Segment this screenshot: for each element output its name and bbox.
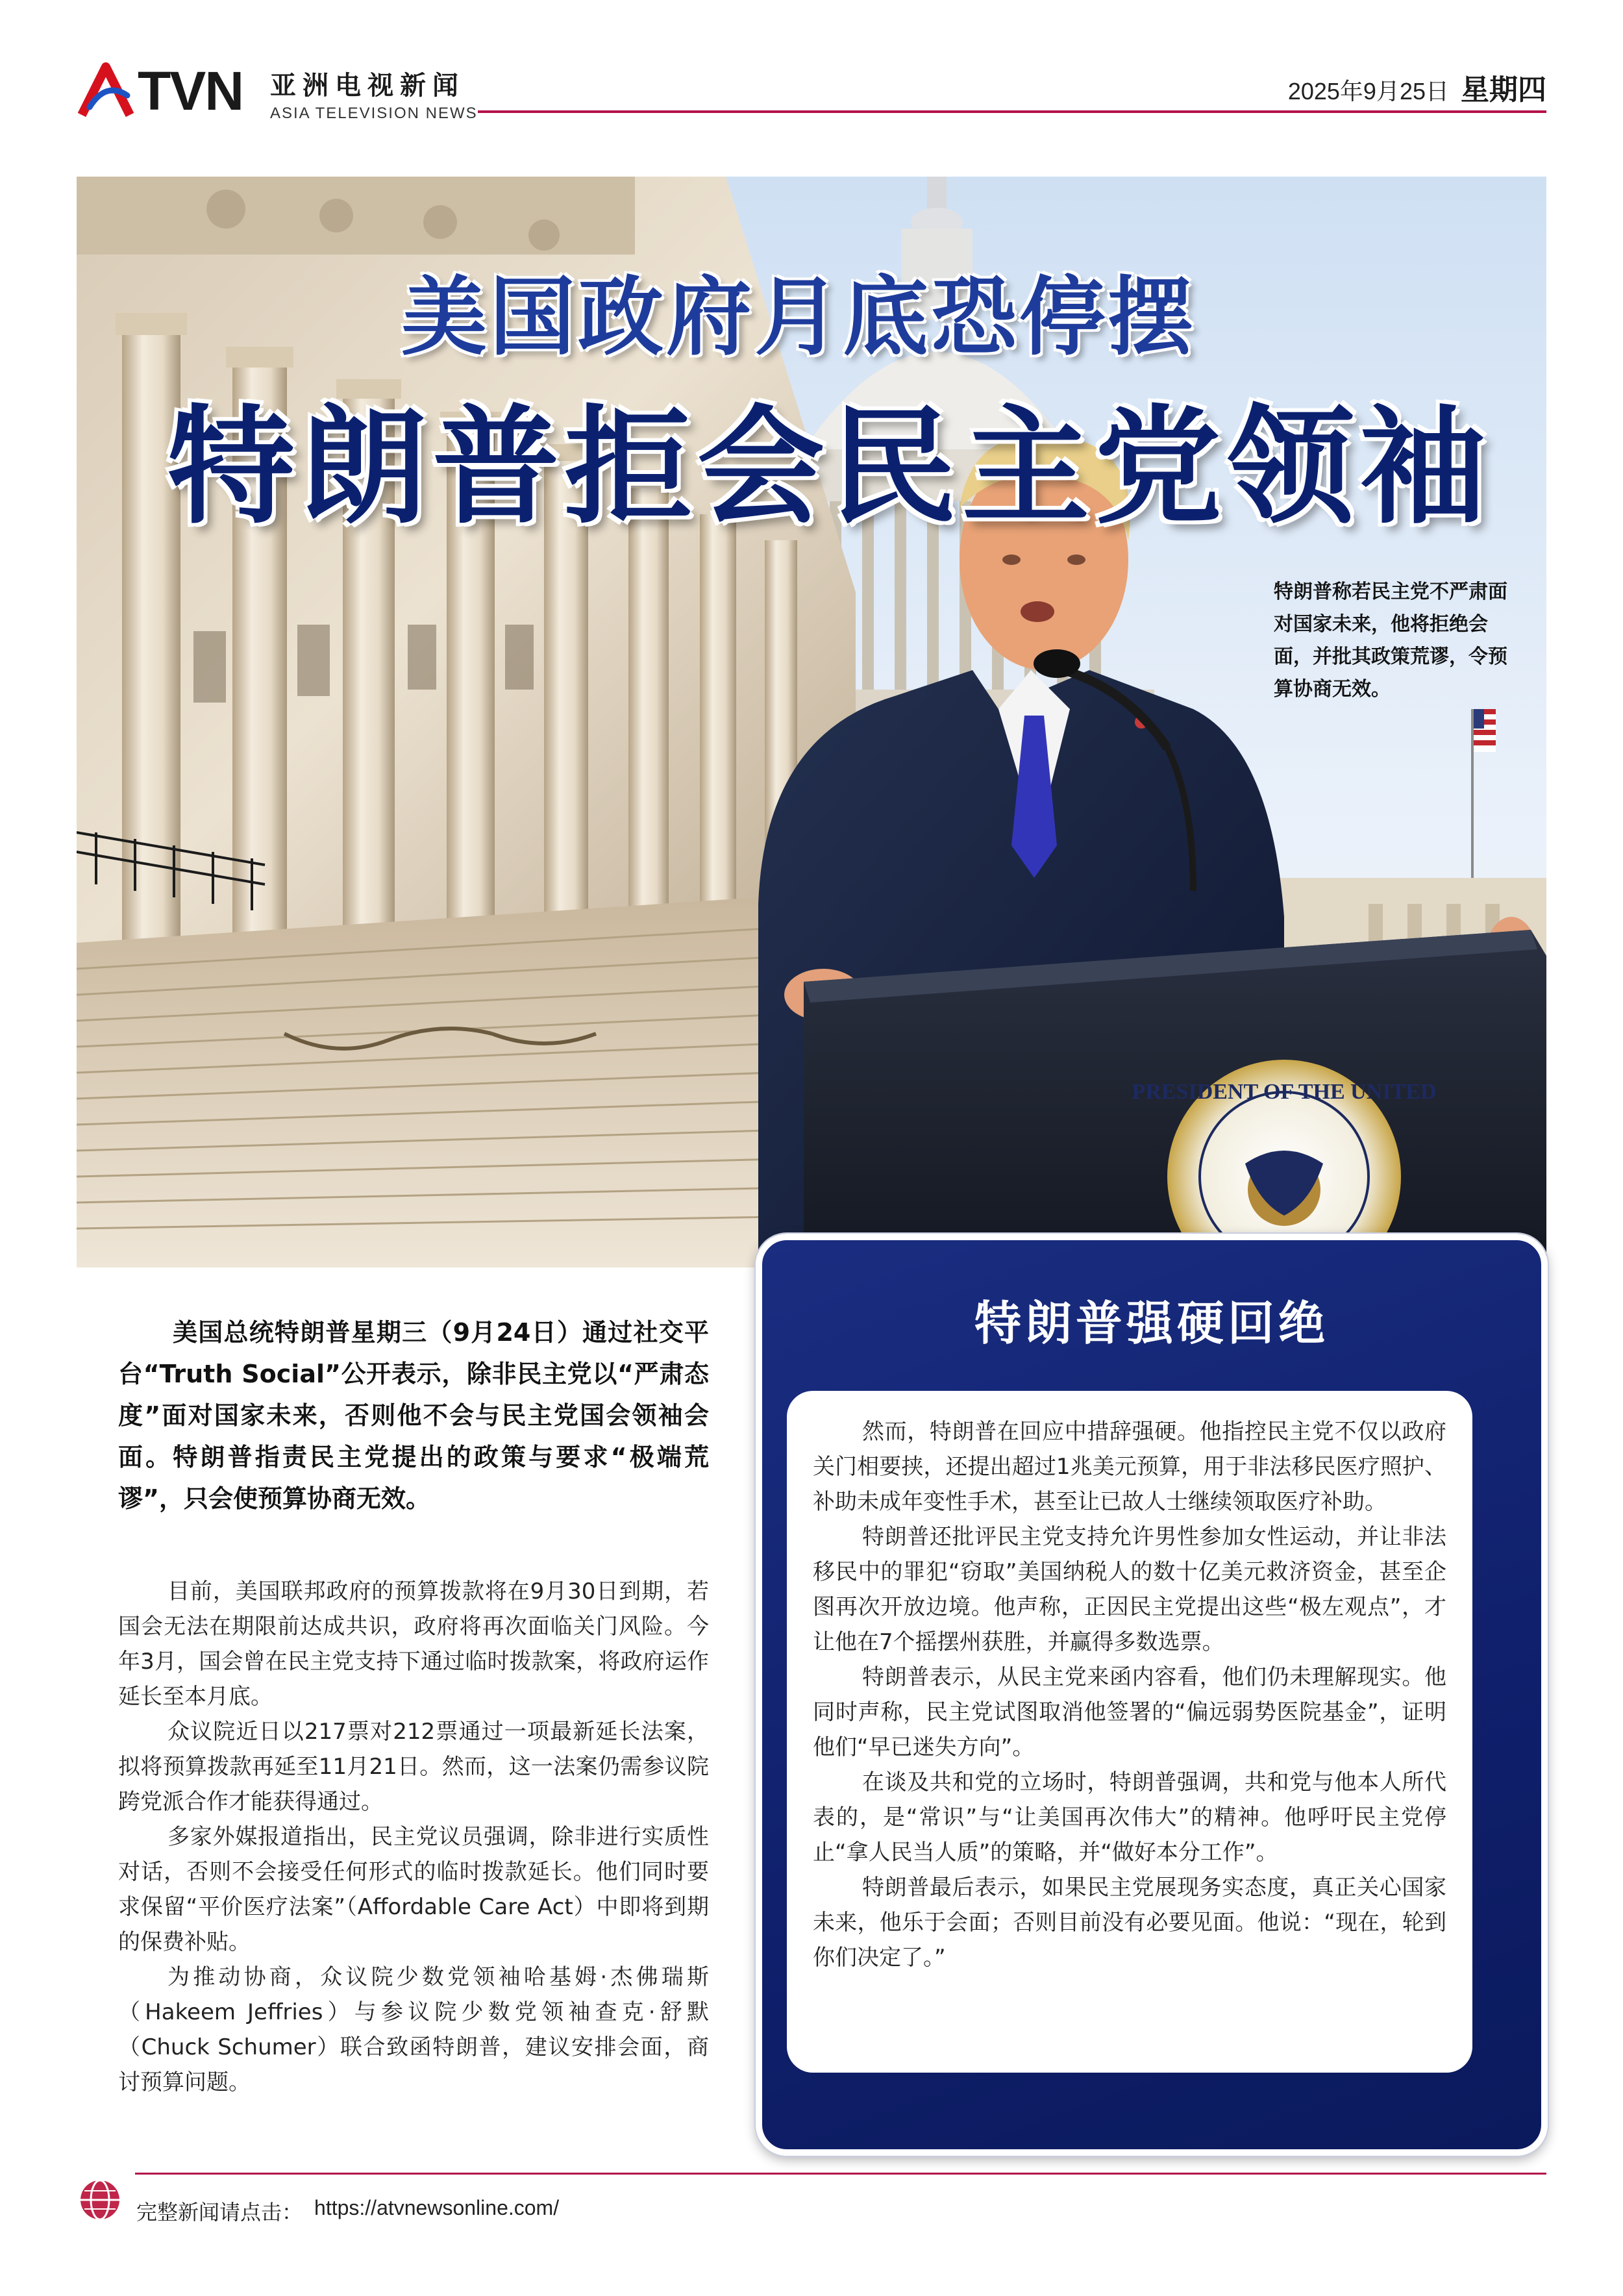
podium — [804, 930, 1546, 1267]
dateline — [1288, 66, 1546, 108]
headline-kicker: 美国政府月底恐停摆 — [401, 268, 1196, 368]
footer-link-row — [136, 2196, 559, 2226]
sidebar-paragraph: 在谈及共和党的立场时，特朗普强调，共和党与他本人所代表的，是“常识”与“让美国再次伟大”的精神。他呼吁民主党停止“拿人民当人质”的策略，并“做好本分工作”。 — [813, 1769, 1446, 1866]
seal-text: PRESIDENT OF THE UNITED — [1132, 1080, 1437, 1104]
atvn-logo[interactable] — [77, 58, 243, 123]
lead-text: 美国总统特朗普星期三（9月24日）通过社交平台“Truth Social”公开表示，除非民主党以“严肃态度”面对国家未来，否则他不会与民主党国会领袖会面。特朗普指责民主党提出的政策与要求“极端荒谬”，只会使预算协商无效。 — [118, 1318, 709, 1513]
logo-a-icon — [77, 62, 135, 120]
brand-name-en: ASIA TELEVISION NEWS — [270, 105, 478, 122]
article-body-left — [118, 1574, 709, 2100]
globe-icon — [77, 2177, 123, 2223]
sidebar-paragraph: 然而，特朗普在回应中措辞强硬。他指控民主党不仅以政府关门相要挟，还提出超过1兆美元预算，用于非法移民医疗照护、补助未成年变性手术，甚至让已故人士继续领取医疗补助。 — [813, 1419, 1446, 1515]
hero-image — [77, 177, 1546, 1267]
header-divider — [478, 110, 1546, 113]
sidebar-box — [756, 1234, 1548, 2156]
footer — [77, 2173, 1546, 2238]
photo-caption: 特朗普称若民主党不严肃面对国家未来，他将拒绝会面，并批其政策荒谬，令预算协商无效。 — [1274, 580, 1507, 701]
lead-paragraph — [118, 1312, 709, 1519]
brand-name-cn: 亚洲电视新闻 — [270, 71, 465, 101]
sidebar-paragraph: 特朗普表示，从民主党来函内容看，他们仍未理解现实。他同时声称，民主党试图取消他签署的“偏远弱势医院基金”，证明他们“早已迷失方向”。 — [813, 1664, 1446, 1760]
footer-url-link[interactable]: https://atvnewsonline.com/ — [314, 2196, 560, 2219]
body-paragraph: 多家外媒报道指出，民主党议员强调，除非进行实质性对话，否则不会接受任何形式的临时拨款延长。他们同时要求保留“平价医疗法案”（Affordable Care Act）中即将到期的保费补贴。 — [118, 1824, 709, 1955]
footer-divider — [135, 2173, 1546, 2175]
footer-label: 完整新闻请点击： — [136, 2200, 303, 2225]
sidebar-title: 特朗普强硬回绝 — [974, 1296, 1329, 1351]
sidebar-paragraph: 特朗普还批评民主党支持允许男性参加女性运动，并让非法移民中的罪犯“窃取”美国纳税人的数十亿美元救济资金，甚至企图再次开放边境。他声称，正因民主党提出这些“极左观点”，才让他在7个摇摆州获胜，并赢得多数选票。 — [813, 1524, 1446, 1655]
weekday: 星期四 — [1461, 73, 1546, 106]
sidebar-paragraph: 特朗普最后表示，如果民主党展现务实态度，真正关心国家未来，他乐于会面；否则目前没有必要见面。他说：“现在，轮到你们决定了。” — [813, 1875, 1446, 1971]
masthead — [77, 58, 1546, 123]
sidebar-body — [787, 1391, 1472, 2073]
body-paragraph: 为推动协商，众议院少数党领袖哈基姆·杰佛瑞斯（Hakeem Jeffries）与参议院少数党领袖查克·舒默（Chuck Schumer）联合致函特朗普，建议安排会面，商讨预算问题。 — [118, 1964, 709, 2095]
body-paragraph: 众议院近日以217票对212票通过一项最新延长法案，拟将预算拨款再延至11月21日。然而，这一法案仍需参议院跨党派合作才能获得通过。 — [118, 1719, 709, 1815]
logo-text: TVN — [138, 60, 243, 121]
date: 2025年9月25日 — [1287, 78, 1449, 105]
brand — [270, 65, 478, 123]
body-paragraph: 目前，美国联邦政府的预算拨款将在9月30日到期，若国会无法在期限前达成共识，政府将再次面临关门风险。今年3月，国会曾在民主党支持下通过临时拨款案，将政府运作延长至本月底。 — [118, 1578, 709, 1710]
headline-main: 特朗普拒会民主党领袖 — [167, 393, 1493, 542]
